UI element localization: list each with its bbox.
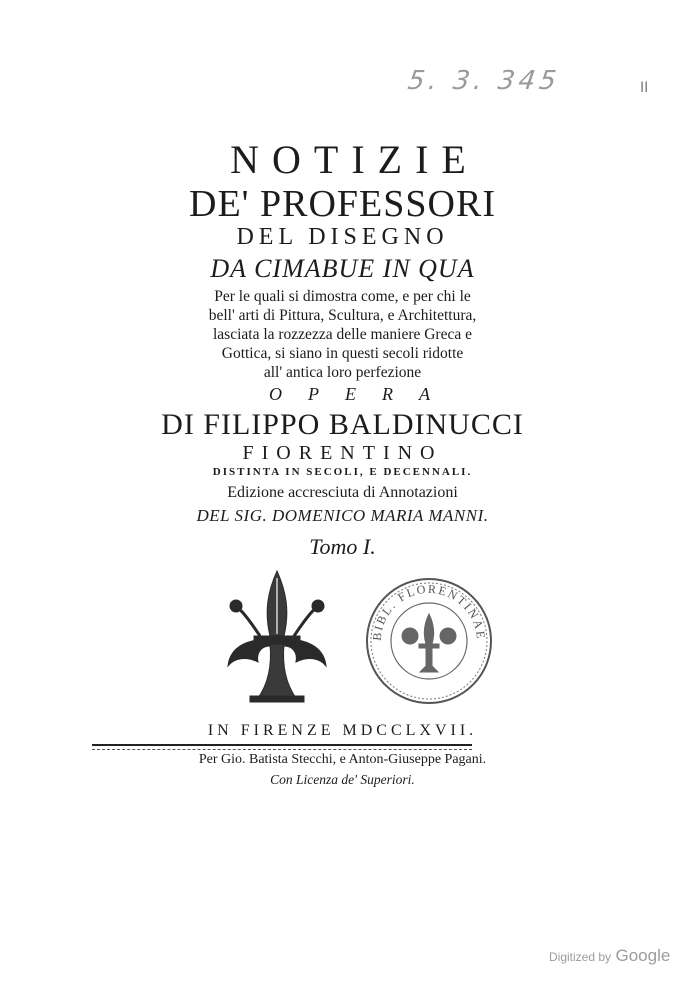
title-line-cimabue: DA CIMABUE IN QUA bbox=[210, 254, 475, 283]
title-line-professori: DE' PROFESSORI bbox=[189, 183, 496, 225]
title-line-notizie: NOTIZIE bbox=[230, 137, 479, 182]
title-line-disegno: DEL DISEGNO bbox=[236, 224, 449, 250]
volume-label: Tomo I. bbox=[309, 534, 376, 559]
imprint-rule bbox=[92, 744, 472, 746]
description-line: Gottica, si siano in questi secoli ridotte bbox=[221, 345, 464, 362]
imprint-printers: Per Gio. Batista Stecchi, e Anton-Giuseppe Pagani. bbox=[198, 752, 487, 767]
work-subtitle: DISTINTA IN SECOLI, E DECENNALI. bbox=[212, 466, 473, 478]
opera-label: OPERA bbox=[269, 384, 456, 404]
watermark-prefix: Digitized by bbox=[549, 950, 612, 964]
author-origin: FIORENTINO bbox=[242, 442, 443, 464]
stamp-text: BIBL. FLORENTINAE bbox=[369, 581, 489, 642]
google-watermark bbox=[549, 946, 670, 966]
imprint-rule-dashed bbox=[92, 749, 472, 750]
author-name: DI FILIPPO BALDINUCCI bbox=[161, 408, 524, 441]
description-line: all' antica loro perfezione bbox=[263, 364, 422, 381]
shelfmark-number: 5. 3. 345 bbox=[405, 66, 562, 96]
description-line: lasciata la rozzezza delle maniere Greca e bbox=[212, 326, 472, 343]
imprint-place-year: IN FIRENZE MDCCLXVII. bbox=[207, 722, 478, 739]
shelfmark-roman: II bbox=[640, 80, 649, 96]
description-line: Per le quali si dimostra come, e per chi le bbox=[214, 288, 471, 305]
imprint-license: Con Licenza de' Superiori. bbox=[270, 772, 415, 787]
watermark-brand: Google bbox=[615, 946, 671, 965]
fleur-de-lis-ornament bbox=[220, 566, 335, 706]
description-line: bell' arti di Pittura, Scultura, e Architettura, bbox=[208, 307, 477, 324]
editor-name: DEL SIG. DOMENICO MARIA MANNI. bbox=[196, 506, 489, 525]
library-stamp bbox=[364, 576, 494, 706]
edition-note: Edizione accresciuta di Annotazioni bbox=[227, 484, 458, 501]
